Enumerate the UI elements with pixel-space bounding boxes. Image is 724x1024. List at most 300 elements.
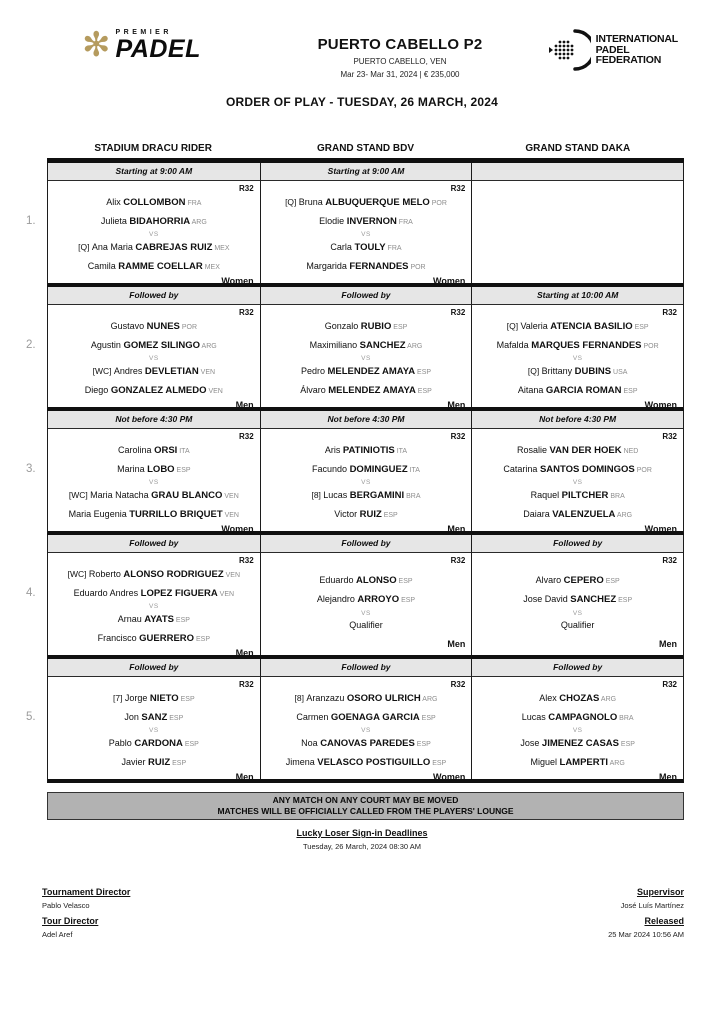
player-line bbox=[507, 320, 649, 334]
time-row bbox=[48, 163, 683, 181]
player-line bbox=[286, 756, 446, 770]
player-last-name: GUERRERO bbox=[139, 632, 195, 644]
player-line bbox=[319, 215, 413, 229]
country-code: POR bbox=[641, 342, 659, 350]
tournament-director-label: Tournament Director bbox=[42, 887, 131, 897]
country-code: ESP bbox=[391, 323, 408, 331]
player-last-name: NUNES bbox=[146, 320, 180, 332]
ipf-line-3: FEDERATION bbox=[595, 54, 662, 67]
country-code: ARG bbox=[599, 695, 617, 703]
player-last-name: LOPEZ FIGUERA bbox=[140, 587, 218, 599]
premier-label: PREMIER bbox=[115, 29, 172, 36]
player-first-name: Jon bbox=[124, 711, 142, 722]
teams-block bbox=[472, 566, 683, 639]
player-last-name: LAMPERTI bbox=[559, 756, 609, 768]
player-last-name: ARROYO bbox=[357, 594, 400, 605]
country-code: ITA bbox=[394, 447, 408, 455]
player-last-name: TURRILLO BRIQUET bbox=[129, 508, 223, 520]
country-code: ESP bbox=[178, 695, 195, 703]
time-header: Followed by bbox=[260, 535, 472, 553]
player-line bbox=[101, 215, 207, 229]
released-datetime: 25 Mar 2024 10:56 AM bbox=[608, 930, 684, 939]
notice-line-1: ANY MATCH ON ANY COURT MAY BE MOVED bbox=[272, 795, 459, 805]
player-line bbox=[93, 365, 215, 379]
document-header bbox=[0, 0, 724, 79]
player-last-name: RAMME COELLAR bbox=[118, 260, 203, 272]
player-line bbox=[118, 444, 190, 458]
match-cell bbox=[471, 553, 683, 655]
player-first-name: Andres bbox=[113, 365, 145, 376]
gender-label: Men bbox=[447, 524, 466, 534]
time-header bbox=[471, 163, 683, 181]
country-code: ESP bbox=[174, 466, 191, 474]
country-code: BRA bbox=[608, 492, 625, 500]
round-label: R32 bbox=[238, 556, 254, 565]
player-last-name: VELASCO POSTIGUILLO bbox=[317, 756, 431, 768]
vs-label: VS bbox=[148, 603, 159, 610]
country-code: MEX bbox=[212, 244, 230, 252]
player-last-name: RUIZ bbox=[359, 508, 382, 520]
event-title-block bbox=[272, 28, 528, 79]
player-first-name: Julieta bbox=[100, 215, 130, 226]
vs-label: VS bbox=[148, 355, 159, 362]
teams-block bbox=[261, 317, 472, 400]
match-cell bbox=[471, 181, 683, 283]
player-first-name: Carla bbox=[330, 241, 355, 252]
player-last-name: GOENAGA GARCIA bbox=[330, 711, 420, 723]
player-first-name: Jimena bbox=[285, 756, 318, 767]
match-cell bbox=[260, 553, 472, 655]
country-code: ITA bbox=[407, 466, 420, 474]
player-line bbox=[306, 260, 425, 274]
gender-label: Women bbox=[644, 400, 677, 410]
premier-padel-flower-icon: ✻ bbox=[82, 26, 111, 64]
round-label: R32 bbox=[450, 680, 466, 689]
row-number: 3. bbox=[26, 463, 36, 475]
time-header: Starting at 9:00 AM bbox=[260, 163, 472, 181]
time-header: Followed by bbox=[471, 535, 683, 553]
teams-block bbox=[472, 317, 683, 400]
time-header: Followed by bbox=[48, 659, 260, 677]
player-last-name: SANCHEZ bbox=[570, 594, 617, 605]
player-first-name: Lucas bbox=[323, 489, 350, 500]
player-last-name: VALENZUELA bbox=[552, 508, 616, 520]
player-line bbox=[300, 384, 432, 398]
ipf-line-1: INTERNATIONAL bbox=[595, 33, 678, 46]
vs-label: VS bbox=[572, 479, 583, 486]
player-first-name: Valeria bbox=[520, 320, 551, 331]
match-row-group bbox=[26, 535, 684, 659]
time-header: Followed by bbox=[48, 287, 260, 305]
seed-label: [Q] bbox=[506, 320, 521, 331]
seed-label: [8] bbox=[294, 692, 307, 703]
round-label: R32 bbox=[450, 184, 466, 193]
seed-label: [WC] bbox=[68, 489, 91, 500]
teams-block bbox=[261, 441, 472, 524]
time-header: Followed by bbox=[260, 659, 472, 677]
vs-label: VS bbox=[572, 609, 583, 617]
player-last-name: CARDONA bbox=[134, 737, 183, 749]
ipf-logo bbox=[528, 28, 678, 72]
player-line bbox=[113, 692, 195, 706]
player-line bbox=[523, 593, 632, 607]
player-last-name: FERNANDES bbox=[349, 260, 409, 272]
country-code: BRA bbox=[404, 492, 421, 500]
ipf-racket-icon bbox=[547, 28, 591, 72]
player-line bbox=[317, 593, 415, 607]
vs-label: VS bbox=[361, 355, 371, 362]
player-last-name: ALONSO RODRIGUEZ bbox=[123, 568, 224, 580]
round-label: R32 bbox=[662, 308, 677, 317]
country-code: FRA bbox=[385, 244, 402, 252]
player-first-name: Margarida bbox=[306, 260, 350, 271]
match-cell bbox=[260, 305, 472, 410]
country-code: VEN bbox=[223, 571, 241, 579]
gender-label: Women bbox=[221, 276, 254, 286]
player-last-name: ALONSO bbox=[355, 575, 397, 586]
premier-padel-wordmark bbox=[116, 29, 201, 61]
match-cells-row bbox=[48, 181, 683, 286]
teams-block bbox=[261, 566, 472, 639]
player-last-name: SANTOS DOMINGOS bbox=[539, 463, 635, 475]
country-code: ESP bbox=[194, 635, 211, 643]
player-first-name: Aitana bbox=[517, 384, 546, 395]
player-first-name: Jorge bbox=[124, 692, 150, 703]
player-line bbox=[330, 241, 401, 255]
lucky-loser-datetime: Tuesday, 26 March, 2024 08:30 AM bbox=[303, 842, 421, 851]
court-header-grand-stand-bdv: GRAND STAND BDV bbox=[316, 143, 415, 154]
gender-label: Men bbox=[659, 639, 677, 649]
player-last-name: GOMEZ SILINGO bbox=[123, 339, 200, 351]
match-cell bbox=[48, 181, 260, 286]
player-first-name: Pedro bbox=[300, 365, 328, 376]
vs-label: VS bbox=[361, 727, 371, 734]
player-line bbox=[319, 574, 412, 588]
country-code: VEN bbox=[222, 492, 239, 500]
player-first-name: Carmen bbox=[296, 711, 331, 722]
teams-block bbox=[48, 193, 260, 276]
released-label: Released bbox=[644, 916, 684, 926]
seed-label: [8] bbox=[311, 489, 324, 500]
country-code: ESP bbox=[396, 578, 413, 585]
padel-label: PADEL bbox=[115, 35, 201, 63]
player-last-name: NIETO bbox=[149, 692, 179, 704]
gender-label: Men bbox=[235, 772, 254, 782]
player-last-name: AYATS bbox=[144, 613, 174, 625]
gender-label: Women bbox=[432, 772, 466, 782]
time-header: Starting at 9:00 AM bbox=[48, 163, 260, 181]
player-last-name: GARCIA ROMAN bbox=[545, 384, 622, 396]
match-cell bbox=[260, 677, 472, 782]
signatures-left bbox=[42, 881, 130, 939]
country-code: ESP bbox=[430, 759, 447, 767]
country-code: POR bbox=[179, 323, 198, 331]
event-title: PUERTO CABELLO P2 bbox=[317, 36, 483, 53]
match-cells-row bbox=[48, 677, 683, 782]
match-cells-row bbox=[48, 553, 683, 658]
country-code: MEX bbox=[202, 263, 220, 271]
time-header: Starting at 10:00 AM bbox=[471, 287, 683, 305]
court-move-notice bbox=[47, 792, 684, 820]
time-header: Followed by bbox=[48, 535, 260, 553]
player-line bbox=[88, 260, 220, 274]
player-first-name: Alex bbox=[539, 692, 560, 703]
player-first-name: Raquel bbox=[530, 489, 562, 500]
match-cell bbox=[260, 181, 472, 286]
match-row-group bbox=[26, 287, 684, 411]
notice-line-2: MATCHES WILL BE OFFICIALLY CALLED FROM THE PLAYERS' LOUNGE bbox=[217, 805, 514, 816]
player-first-name: Eduardo bbox=[319, 575, 356, 585]
player-first-name: Maximiliano bbox=[309, 339, 360, 350]
player-line bbox=[295, 692, 438, 706]
vs-label: VS bbox=[148, 479, 159, 486]
player-first-name: Francisco bbox=[97, 632, 140, 643]
player-first-name: Miguel bbox=[530, 756, 560, 767]
event-dates-prize: Mar 23- Mar 31, 2024 | € 235,000 bbox=[340, 70, 460, 79]
lucky-loser-section bbox=[0, 828, 724, 851]
teams-block bbox=[48, 565, 260, 648]
player-last-name: SANZ bbox=[141, 711, 168, 723]
player-last-name: JIMENEZ CASAS bbox=[541, 737, 619, 749]
gender-label: Men bbox=[659, 772, 677, 782]
player-line bbox=[531, 489, 625, 503]
player-line bbox=[296, 711, 435, 725]
country-code: VEN bbox=[217, 590, 235, 598]
country-code: NED bbox=[621, 447, 639, 455]
teams-block bbox=[48, 441, 260, 524]
match-cell bbox=[471, 305, 683, 410]
seed-label: [7] bbox=[113, 692, 125, 703]
gender-label: Men bbox=[235, 400, 254, 410]
match-cell bbox=[48, 305, 260, 410]
country-code: ESP bbox=[167, 714, 184, 722]
country-code: ESP bbox=[603, 578, 620, 585]
player-first-name: Marina bbox=[117, 463, 148, 474]
player-last-name: PATINIOTIS bbox=[342, 444, 395, 456]
country-code: ESP bbox=[173, 616, 190, 624]
player-first-name: Gustavo bbox=[110, 320, 147, 331]
country-code: POR bbox=[429, 199, 447, 207]
row-number: 4. bbox=[26, 587, 36, 599]
player-first-name: Javier bbox=[121, 756, 149, 767]
player-line bbox=[118, 613, 190, 627]
time-row bbox=[48, 535, 683, 553]
lucky-loser-title: Lucky Loser Sign-in Deadlines bbox=[296, 828, 428, 838]
player-line bbox=[325, 444, 407, 458]
country-code: USA bbox=[611, 368, 628, 376]
player-first-name: Pablo bbox=[108, 737, 135, 748]
player-line bbox=[312, 463, 420, 477]
schedule-table bbox=[26, 143, 684, 783]
player-line bbox=[74, 587, 234, 601]
player-first-name: Maria Natacha bbox=[90, 489, 152, 500]
player-last-name: LOBO bbox=[147, 463, 175, 475]
country-code: ARG bbox=[405, 342, 423, 350]
signatures-section bbox=[42, 881, 684, 939]
gender-label: Men bbox=[235, 648, 254, 658]
court-header-stadium-dracu-rider: STADIUM DRACU RIDER bbox=[94, 143, 212, 154]
player-first-name: Maria Eugenia bbox=[68, 508, 130, 519]
ipf-wordmark bbox=[596, 34, 678, 66]
time-header: Not before 4:30 PM bbox=[471, 411, 683, 429]
match-cell bbox=[260, 429, 472, 534]
teams-block bbox=[48, 689, 260, 772]
court-header-grand-stand-daka: GRAND STAND DAKA bbox=[525, 143, 631, 154]
player-last-name: COLLOMBON bbox=[123, 196, 186, 208]
gender-label: Men bbox=[447, 400, 466, 410]
player-first-name: Facundo bbox=[312, 463, 350, 474]
country-code: ESP bbox=[182, 740, 199, 748]
country-code: ITA bbox=[177, 447, 190, 455]
player-last-name: OSORO ULRICH bbox=[346, 692, 421, 704]
match-cell bbox=[48, 553, 260, 658]
player-first-name: Aris bbox=[324, 444, 343, 455]
time-header: Not before 4:30 PM bbox=[260, 411, 472, 429]
teams-block bbox=[261, 689, 472, 772]
country-code: ARG bbox=[615, 511, 633, 519]
country-code: VEN bbox=[222, 511, 239, 519]
country-code: ESP bbox=[381, 511, 398, 519]
time-row bbox=[48, 659, 683, 677]
country-code: ARG bbox=[608, 759, 625, 767]
player-first-name: Alejandro bbox=[316, 594, 358, 604]
country-code: ESP bbox=[632, 323, 649, 331]
player-last-name: DOMINGUEZ bbox=[349, 463, 408, 475]
player-line bbox=[109, 737, 199, 751]
player-line bbox=[517, 444, 638, 458]
country-code: VEN bbox=[206, 387, 223, 395]
gender-label: Men bbox=[447, 639, 466, 649]
player-last-name: CHOZAS bbox=[559, 692, 600, 704]
country-code: ESP bbox=[415, 368, 432, 376]
tour-director-name: Adel Aref bbox=[42, 930, 73, 939]
event-location: PUERTO CABELLO, VEN bbox=[353, 57, 447, 66]
vs-label: VS bbox=[361, 231, 371, 238]
country-code: ARG bbox=[190, 218, 207, 226]
player-last-name: GONZALEZ ALMEDO bbox=[110, 384, 207, 396]
player-first-name: Jose David bbox=[523, 594, 571, 604]
round-label: R32 bbox=[450, 556, 466, 565]
gender-label: Women bbox=[221, 524, 254, 534]
player-line: Qualifier bbox=[349, 620, 383, 630]
signatures-right bbox=[608, 881, 684, 939]
player-line bbox=[528, 365, 627, 379]
vs-label: VS bbox=[572, 355, 583, 362]
player-line bbox=[301, 365, 431, 379]
player-line bbox=[520, 737, 635, 751]
player-last-name: MELENDEZ AMAYA bbox=[327, 365, 416, 377]
player-first-name: Brittany bbox=[541, 365, 575, 376]
vs-label: VS bbox=[148, 231, 159, 238]
tour-director-label: Tour Director bbox=[42, 916, 99, 926]
player-line bbox=[122, 756, 187, 770]
player-first-name: Álvaro bbox=[300, 384, 329, 395]
player-first-name: Ana Maria bbox=[91, 241, 136, 252]
player-last-name: CAMPAGNOLO bbox=[548, 711, 618, 723]
player-line bbox=[325, 320, 408, 334]
order-of-play-title: ORDER OF PLAY - TUESDAY, 26 MARCH, 2024 bbox=[225, 95, 499, 109]
player-last-name: MELENDEZ AMAYA bbox=[328, 384, 416, 396]
country-code: ESP bbox=[414, 740, 431, 748]
player-last-name: ALBUQUERQUE MELO bbox=[325, 196, 430, 208]
round-label: R32 bbox=[450, 432, 466, 441]
player-line bbox=[497, 339, 659, 353]
player-line: Qualifier bbox=[560, 620, 595, 630]
match-row-group bbox=[26, 659, 684, 783]
row-number: 2. bbox=[26, 339, 36, 351]
player-last-name: DEVLETIAN bbox=[144, 365, 199, 377]
court-headers bbox=[47, 143, 684, 158]
country-code: ESP bbox=[415, 387, 432, 395]
round-label: R32 bbox=[238, 184, 254, 193]
row-number: 1. bbox=[26, 215, 36, 227]
player-last-name: RUIZ bbox=[148, 756, 171, 768]
country-code: FRA bbox=[396, 218, 413, 226]
country-code: ARG bbox=[420, 695, 438, 703]
player-line bbox=[523, 508, 632, 522]
seed-label: [WC] bbox=[92, 365, 114, 376]
player-last-name: PILTCHER bbox=[561, 489, 609, 501]
match-cell bbox=[471, 429, 683, 534]
teams-block bbox=[472, 441, 683, 524]
teams-block bbox=[261, 193, 472, 276]
player-first-name: Alvaro bbox=[535, 575, 564, 585]
match-cells-row bbox=[48, 429, 683, 534]
time-header: Not before 4:30 PM bbox=[48, 411, 260, 429]
player-first-name: Agustin bbox=[90, 339, 124, 350]
player-line bbox=[85, 384, 223, 398]
player-last-name: ORSI bbox=[154, 444, 178, 456]
country-code: VEN bbox=[198, 368, 216, 376]
round-label: R32 bbox=[450, 308, 466, 317]
player-line bbox=[539, 692, 616, 706]
match-cell bbox=[471, 677, 683, 782]
vs-label: VS bbox=[361, 609, 371, 617]
player-line bbox=[69, 508, 239, 522]
player-first-name: Elodie bbox=[319, 215, 347, 226]
country-code: ESP bbox=[621, 387, 638, 395]
seed-label: [Q] bbox=[527, 365, 542, 376]
vs-label: VS bbox=[148, 727, 159, 734]
player-last-name: CANOVAS PAREDES bbox=[320, 737, 415, 749]
player-line bbox=[503, 463, 652, 477]
player-last-name: BIDAHORRIA bbox=[129, 215, 191, 227]
player-first-name: Lucas bbox=[521, 711, 549, 722]
player-first-name: Eduardo Andres bbox=[73, 587, 141, 598]
ipf-line-2: PADEL bbox=[595, 43, 630, 56]
match-cells-row bbox=[48, 305, 683, 410]
row-number: 5. bbox=[26, 711, 36, 723]
player-line bbox=[69, 489, 239, 503]
player-first-name: Diego bbox=[84, 384, 111, 395]
round-label: R32 bbox=[662, 432, 677, 441]
country-code: ESP bbox=[618, 740, 635, 748]
player-last-name: DUBINS bbox=[574, 365, 612, 377]
player-line bbox=[124, 711, 183, 725]
vs-label: VS bbox=[361, 479, 371, 486]
match-cell bbox=[48, 677, 260, 782]
time-header: Followed by bbox=[260, 287, 472, 305]
player-first-name: Victor bbox=[334, 508, 360, 519]
player-last-name: TOULY bbox=[354, 241, 386, 253]
player-last-name: ATENCIA BASILIO bbox=[550, 320, 633, 332]
round-label: R32 bbox=[662, 680, 677, 689]
player-line bbox=[531, 756, 625, 770]
player-first-name: Mafalda bbox=[496, 339, 532, 350]
player-first-name: Alix bbox=[106, 196, 124, 207]
player-first-name: Carolina bbox=[118, 444, 155, 455]
seed-label: [Q] bbox=[78, 241, 92, 252]
